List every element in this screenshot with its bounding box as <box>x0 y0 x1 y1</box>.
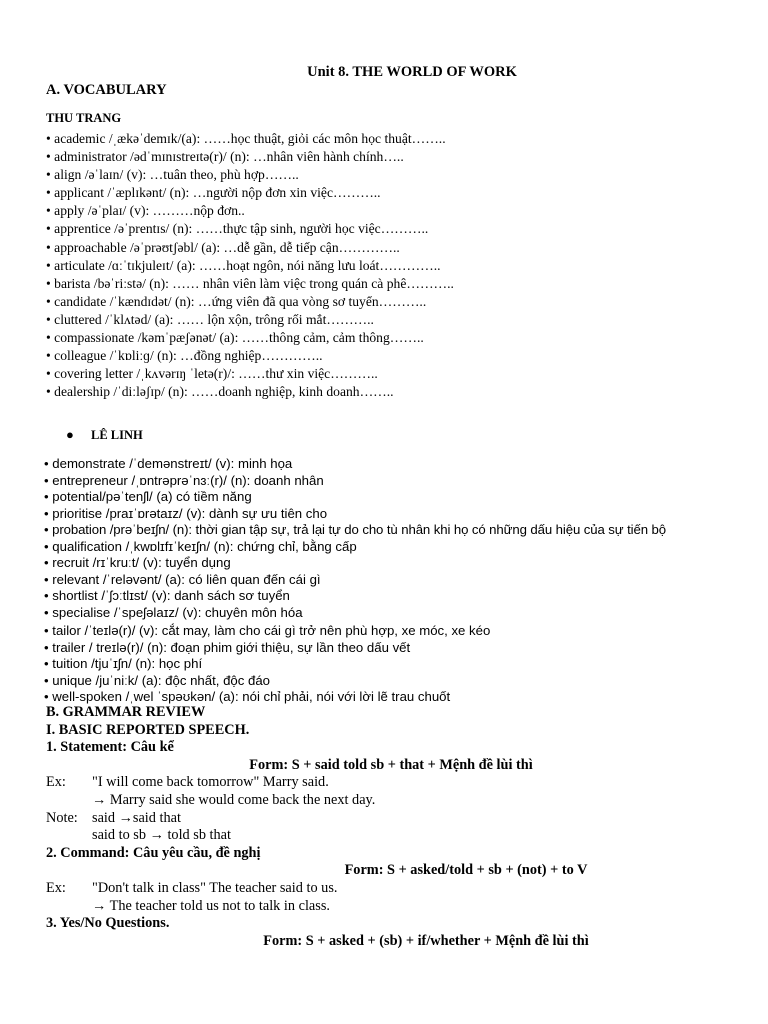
example-label: Ex: <box>46 774 66 791</box>
vocab-item: • dealership /ˈdiːləʃɪp/ (n): ……doanh nghiệp, kinh doanh…….. <box>46 384 394 400</box>
vocab-item: • trailer / treɪlə(r)/ (n): đoạn phim giới thiệu, sự lần theo dấu vết <box>44 639 411 655</box>
vocab-item: • administrator /ədˈmɪnɪstreɪtə(r)/ (n): …nhân viên hành chính….. <box>46 149 404 165</box>
vocab-item: • potential/pəˈtenʃl/ (a) có tiềm năng <box>44 489 252 504</box>
vocab-item: • unique /juˈniːk/ (a): độc nhất, độc đáo <box>44 672 271 688</box>
vocab-item: • apply /əˈplaɪ/ (v): ………nộp đơn.. <box>46 203 245 219</box>
vocab-item: • apprentice /əˈprentɪs/ (n): ……thực tập sinh, người học việc……….. <box>46 221 429 237</box>
note-label: Note: <box>46 809 78 826</box>
subsection-heading: 2. Command: Câu yêu cầu, đề nghị <box>46 844 261 861</box>
member-heading-le-linh <box>68 428 143 443</box>
vocabulary-list-2 <box>44 456 666 706</box>
vocab-item: • covering letter /ˌkʌvərɪŋ ˈletə(r)/: ……thư xin việc……….. <box>46 366 378 382</box>
vocab-item: • cluttered /ˈklʌtəd/ (a): …… lộn xộn, trông rối mắt……….. <box>46 311 374 327</box>
note-row <box>46 827 736 845</box>
vocab-item: • demonstrate /ˈdemənstreɪt/ (v): minh họa <box>44 456 293 471</box>
member-name: LÊ LINH <box>91 428 143 442</box>
subsection-heading: 3. Yes/No Questions. <box>46 915 170 932</box>
vocab-item: • shortlist /ˈʃɔːtlɪst/ (v): danh sách sơ tuyển <box>44 588 290 603</box>
vocab-item: • specialise /ˈspeʃəlaɪz/ (v): chuyên môn hóa <box>44 604 303 620</box>
vocab-item: • recruit /rɪˈkruːt/ (v): tuyển dụng <box>44 555 231 570</box>
note-row <box>46 810 736 828</box>
formula: Form: S + said told sb + that + Mệnh đề lùi thì <box>249 756 533 773</box>
page-title <box>0 64 768 81</box>
section-a-heading: A. VOCABULARY <box>46 82 167 98</box>
vocab-item: • articulate /ɑːˈtɪkjuleɪt/ (a): ……hoạt ngôn, nói năng lưu loát………….. <box>46 257 441 273</box>
example-result: → The teacher told us not to talk in class. <box>92 897 330 914</box>
vocab-item: • tailor /ˈteɪlə(r)/ (v): cắt may, làm cho cái gì trở nên phù hợp, xe móc, xe kéo <box>44 623 491 638</box>
example-label: Ex: <box>46 879 66 896</box>
grammar-section <box>46 704 736 950</box>
vocab-item: • qualification /ˌkwɒlɪfɪˈkeɪʃn/ (n): chứng chỉ, bằng cấp <box>44 538 357 554</box>
member-heading-thu-trang: THU TRANG <box>46 111 122 125</box>
part-heading: I. BASIC REPORTED SPEECH. <box>46 721 250 738</box>
formula: Form: S + asked + (sb) + if/whether + Mệnh đề lùi thì <box>263 932 589 949</box>
vocab-item: • compassionate /kəmˈpæʃənət/ (a): ……thông cảm, cảm thông…….. <box>46 330 424 346</box>
formula: Form: S + asked/told + sb + (not) + to V <box>344 862 588 879</box>
section-b-heading: B. GRAMMAR REVIEW <box>46 704 206 720</box>
vocab-item: • approachable /əˈprəʊtʃəbl/ (a): …dễ gần, dễ tiếp cận………….. <box>46 239 400 255</box>
vocab-item: • candidate /ˈkændɪdət/ (n): …ứng viên đã qua vòng sơ tuyển……….. <box>46 293 427 309</box>
vocab-item: • colleague /ˈkɒliːɡ/ (n): …đồng nghiệp………….. <box>46 348 323 364</box>
note-text: said to sb → told sb that <box>92 827 231 844</box>
example-row <box>46 880 736 898</box>
vocab-item: • entrepreneur /ˌɒntrəprəˈnɜː(r)/ (n): doanh nhân <box>44 472 324 488</box>
example-result-row <box>46 898 736 916</box>
vocab-item: • tuition /tjuˈɪʃn/ (n): học phí <box>44 656 203 671</box>
vocab-item: • probation /prəˈbeɪʃn/ (n): thời gian tập sự, trả lại tự do cho tù nhân khi họ có những dấu hiệu của sự tiến bộ <box>44 522 666 537</box>
vocab-item: • barista /bəˈriːstə/ (n): …… nhân viên làm việc trong quán cà phê……….. <box>46 275 454 291</box>
vocab-item: • prioritise /praɪˈɒrətaɪz/ (v): dành sự ưu tiên cho <box>44 505 328 521</box>
note-text: said →said that <box>92 809 181 826</box>
example-result-row <box>46 792 736 810</box>
vocab-item: • relevant /ˈreləvənt/ (a): có liên quan đến cái gì <box>44 571 321 587</box>
vocab-item: • academic /ˌækəˈdemɪk/(a): ……học thuật, giỏi các môn học thuật…….. <box>46 131 446 146</box>
example-result: → Marry said she would come back the next day. <box>92 791 376 808</box>
example-text: "I will come back tomorrow" Marry said. <box>92 774 329 791</box>
page-title-text: Unit 8. THE WORLD OF WORK <box>307 64 517 80</box>
vocab-item: • applicant /ˈæplɪkənt/ (n): …người nộp đơn xin việc……….. <box>46 185 381 201</box>
bullet-icon: ● <box>66 427 74 442</box>
vocab-item: • align /əˈlaɪn/ (v): …tuân theo, phù hợp…….. <box>46 167 299 183</box>
subsection-heading: 1. Statement: Câu kể <box>46 739 174 756</box>
example-row <box>46 774 736 792</box>
example-text: "Don't talk in class" The teacher said to us. <box>92 879 338 896</box>
vocab-item: • well-spoken /ˌwel ˈspəʊkən/ (a): nói chỉ phải, nói với lời lẽ trau chuốt <box>44 689 451 704</box>
vocabulary-list-1 <box>46 130 454 401</box>
